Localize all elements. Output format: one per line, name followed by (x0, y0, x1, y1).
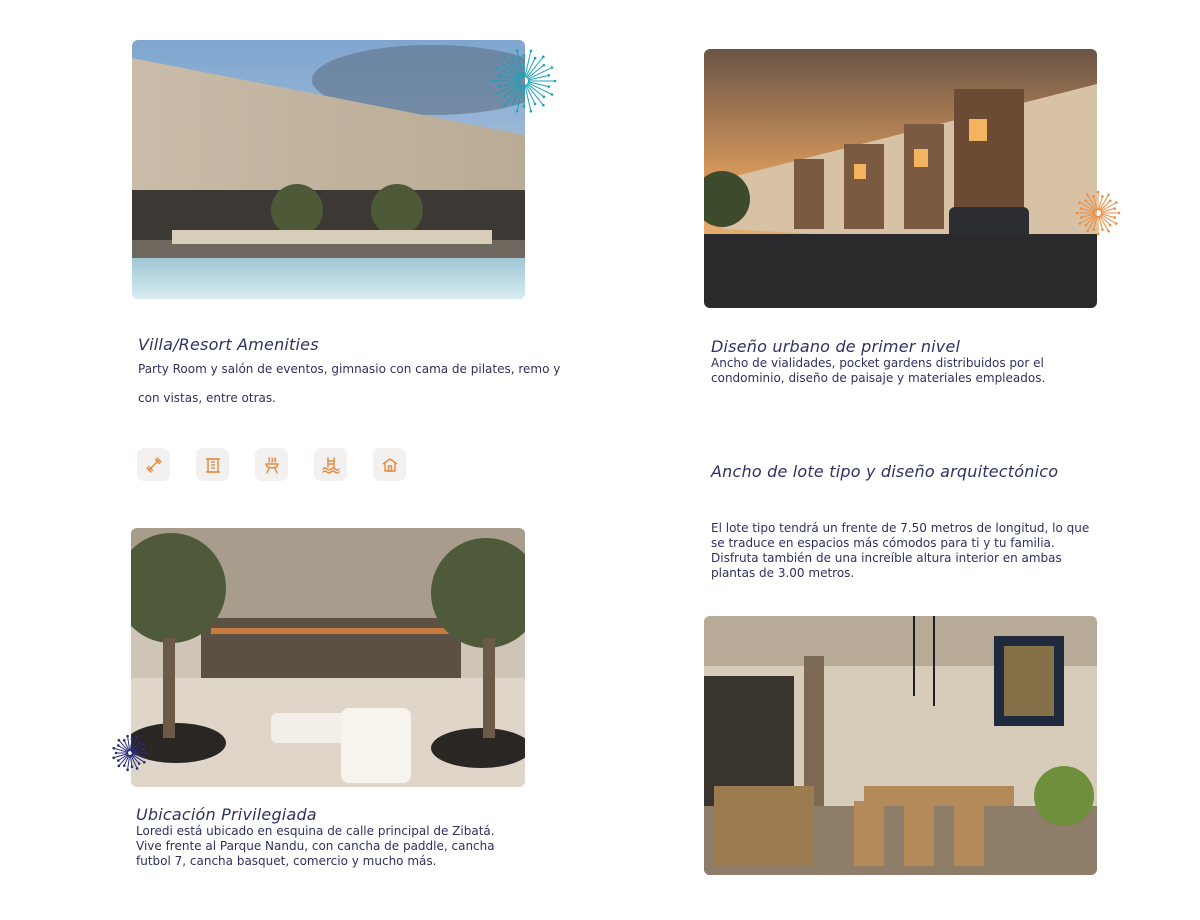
amenities-description-line2: con vistas, entre otras. (138, 391, 276, 405)
resort-amenities-photo (132, 40, 525, 299)
dumbbell-icon (137, 448, 170, 481)
urban-design-title: Diseño urbano de primer nivel (711, 337, 961, 356)
decorative-burst-icon (1075, 188, 1121, 238)
decorative-burst-icon (111, 733, 149, 773)
grill-icon (255, 448, 288, 481)
amenities-title: Villa/Resort Amenities (138, 335, 319, 354)
urban-design-description: Ancho de vialidades, pocket gardens distribuidos por el condominio, diseño de paisaje y materiales empleados. (711, 356, 1046, 385)
lot-design-description: El lote tipo tendrá un frente de 7.50 metros de longitud, lo que se traduce en espacios más cómodos para ti y tu familia. Disfruta también de una increíble altura interior en ambas plantas de 3.00 metros. (711, 521, 1090, 580)
decorative-burst-icon (490, 47, 558, 115)
lot-design-title: Ancho de lote tipo y diseño arquitectónico (711, 462, 1059, 481)
house-icon (373, 448, 406, 481)
location-title: Ubicación Privilegiada (136, 805, 317, 824)
pool-icon (314, 448, 347, 481)
building-icon (196, 448, 229, 481)
urban-design-photo (704, 49, 1097, 308)
location-description: Loredi está ubicado en esquina de calle principal de Zibatá. Vive frente al Parque Nandu, con cancha de paddle, cancha futbol 7, cancha basquet, comercio y mucho más. (136, 824, 495, 868)
amenities-description-line1: Party Room y salón de eventos, gimnasio con cama de pilates, remo y (138, 362, 561, 376)
lounge-photo (131, 528, 525, 787)
dining-room-photo (704, 616, 1097, 875)
